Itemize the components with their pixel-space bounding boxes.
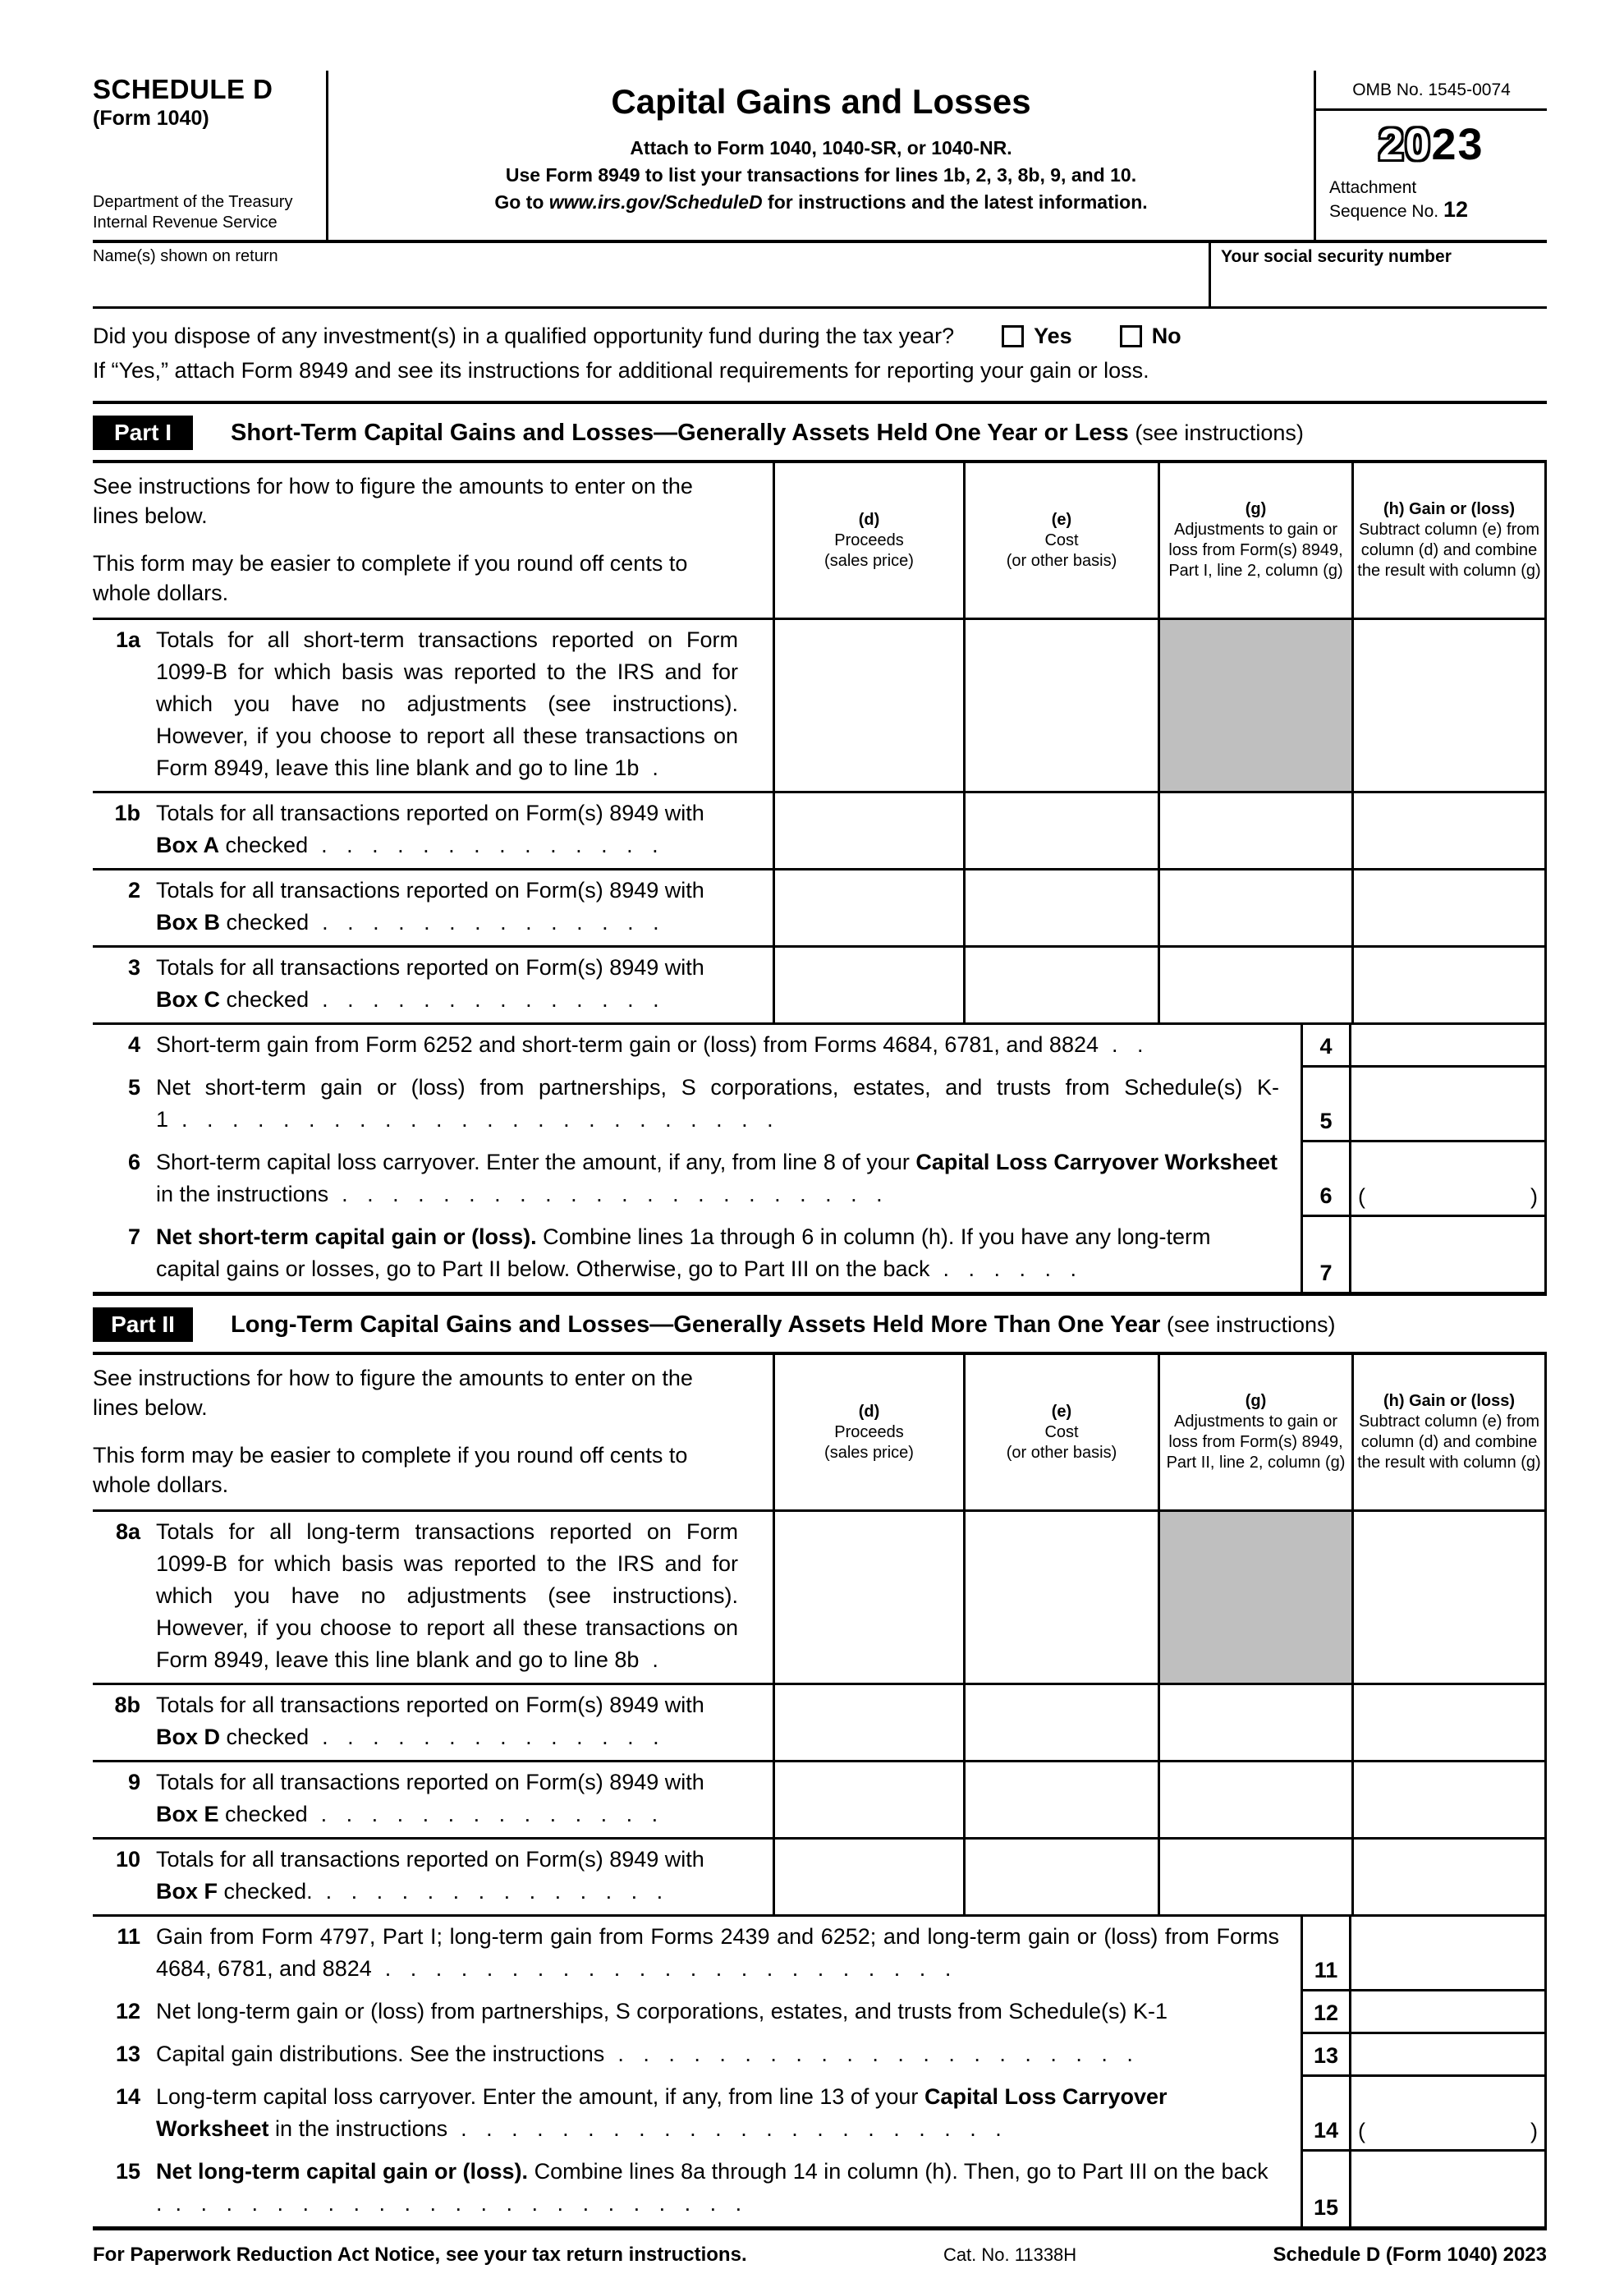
open-paren: (: [1358, 1184, 1365, 1209]
schedule-name: SCHEDULE D: [93, 74, 273, 104]
row-10: 10 Totals for all transactions reported on Form(s) 8949 with Box F checked. . . . . . . . . . . . . . .: [93, 1840, 1547, 1914]
name-field[interactable]: Name(s) shown on return: [93, 247, 278, 265]
qof-question-text: Did you dispose of any investment(s) in a qualified opportunity fund during the tax year?: [93, 324, 955, 348]
row-2: 2 Totals for all transactions reported on Form(s) 8949 with Box B checked . . . . . . . . . . . . . .: [93, 870, 1547, 948]
cell-8a-gain-loss[interactable]: [1351, 1512, 1547, 1683]
cell-9-gain-loss[interactable]: [1351, 1762, 1547, 1837]
part2-col-h-header: (h) Gain or (loss) Subtract column (e) from column (d) and combine the result with column (g): [1351, 1355, 1547, 1509]
form-id-block: [93, 71, 328, 240]
use-form-8949-instruction: Use Form 8949 to list your transactions for lines 1b, 2, 3, 8b, 9, and 10.: [505, 164, 1137, 186]
cell-9-adjustments[interactable]: [1158, 1762, 1351, 1837]
part1-column-headers: [93, 463, 1547, 620]
row-3: 3 Totals for all transactions reported on Form(s) 8949 with Box C checked . . . . . . . . . . . . . .: [93, 948, 1547, 1022]
cell-8a-proceeds[interactable]: [773, 1512, 963, 1683]
yes-label: Yes: [1034, 324, 1072, 348]
part2-summary-rows: [93, 1914, 1547, 2230]
cell-2-cost[interactable]: [963, 870, 1158, 945]
part1-intro: See instructions for how to figure the amounts to enter on the lines below. This form may be easier to complete if you round off cents to whole dollars.: [93, 474, 693, 605]
footer-form-id: Schedule D (Form 1040) 2023: [1273, 2244, 1547, 2266]
cell-3-gain-loss[interactable]: [1351, 948, 1547, 1022]
part1-header: [93, 416, 1547, 450]
part1-col-e-header: (e) Cost (or other basis): [963, 463, 1158, 618]
open-paren: (: [1358, 2119, 1365, 2143]
qof-question: [93, 309, 1547, 404]
cell-15-amount[interactable]: [1351, 2152, 1547, 2226]
part1-label: Part I: [93, 416, 193, 450]
cell-13-amount[interactable]: [1351, 2034, 1547, 2077]
cell-8b-gain-loss[interactable]: [1351, 1685, 1547, 1760]
part1-col-g-header: (g) Adjustments to gain or loss from Form(s) 8949, Part I, line 2, column (g): [1158, 463, 1351, 618]
cell-2-proceeds[interactable]: [773, 870, 963, 945]
part2-header: [93, 1307, 1547, 1342]
form-header: [93, 71, 1547, 243]
row-7: 7 Net short-term capital gain or (loss). Combine lines 1a through 6 in column (h). If you have any long-term capital gains or losses, go to Part II below. Otherwise, go to Part III on the back . . . . . . 7: [93, 1217, 1547, 1292]
attachment-sequence: Attachment Sequence No. 12: [1329, 178, 1468, 222]
part1-table: [93, 460, 1547, 1296]
cell-10-gain-loss[interactable]: [1351, 1840, 1547, 1914]
dept-line1: Department of the Treasury: [93, 193, 293, 211]
tax-year: 2023: [1379, 120, 1484, 169]
linebox-5: 5: [1301, 1068, 1351, 1142]
cell-12-amount[interactable]: [1351, 1991, 1547, 2034]
department-lines: [93, 192, 318, 233]
row-9: 9 Totals for all transactions reported on Form(s) 8949 with Box E checked . . . . . . . . . . . . . .: [93, 1762, 1547, 1840]
cell-3-cost[interactable]: [963, 948, 1158, 1022]
cell-1b-proceeds[interactable]: [773, 793, 963, 868]
page-footer: [93, 2230, 1547, 2267]
part2-intro: See instructions for how to figure the amounts to enter on the lines below. This form may be easier to complete if you round off cents to whole dollars.: [93, 1366, 693, 1497]
row-1a: 1a Totals for all short-term transactions reported on Form 1099-B for which basis was reported to the IRS and for which you have no adjustments (see instructions). However, if you choose to report all these transactions on Form 8949, leave this line blank and go to line 1b .: [93, 620, 1547, 793]
row-6: 6 Short-term capital loss carryover. Enter the amount, if any, from line 8 of your Capital Loss Carryover Worksheet in the instructions . . . . . . . . . . . . . . . . . . . . . . 6 ( ): [93, 1142, 1547, 1217]
cell-3-proceeds[interactable]: [773, 948, 963, 1022]
cell-14-amount-loss[interactable]: [1351, 2077, 1547, 2152]
cell-1a-proceeds[interactable]: [773, 620, 963, 791]
form-number: (Form 1040): [93, 107, 209, 130]
no-label: No: [1151, 324, 1181, 348]
cell-1a-cost[interactable]: [963, 620, 1158, 791]
row-12: 12 Net long-term gain or (loss) from partnerships, S corporations, estates, and trusts from Schedule(s) K-1 12: [93, 1991, 1547, 2034]
catalog-number: Cat. No. 11338H: [943, 2244, 1077, 2265]
yes-checkbox[interactable]: [1002, 325, 1024, 347]
row-15: 15 Net long-term capital gain or (loss). Combine lines 8a through 14 in column (h). Then, go to Part III on the back . . . . . . . . . . . . . . . . . . . . . . . . 15: [93, 2152, 1547, 2226]
irs-url: www.irs.gov/ScheduleD: [548, 191, 763, 213]
paperwork-notice: For Paperwork Reduction Act Notice, see your tax return instructions.: [93, 2244, 747, 2266]
form-title: Capital Gains and Losses: [611, 82, 1031, 121]
cell-10-cost[interactable]: [963, 1840, 1158, 1914]
part2-col-e-header: (e) Cost (or other basis): [963, 1355, 1158, 1509]
row-14: 14 Long-term capital loss carryover. Enter the amount, if any, from line 13 of your Capital Loss Carryover Worksheet in the instructions . . . . . . . . . . . . . . . . . . . . . . 14 ( ): [93, 2077, 1547, 2152]
part2-table: [93, 1352, 1547, 2230]
linebox-13: 13: [1301, 2034, 1351, 2077]
linebox-14: 14: [1301, 2077, 1351, 2152]
cell-10-adjustments[interactable]: [1158, 1840, 1351, 1914]
cell-9-cost[interactable]: [963, 1762, 1158, 1837]
cell-1b-cost[interactable]: [963, 793, 1158, 868]
row-13: 13 Capital gain distributions. See the instructions . . . . . . . . . . . . . . . . . . . . . 13: [93, 2034, 1547, 2077]
cell-7-amount[interactable]: [1351, 1217, 1547, 1292]
no-checkbox[interactable]: [1120, 325, 1142, 347]
sequence-number: 12: [1443, 197, 1468, 222]
cell-2-adjustments[interactable]: [1158, 870, 1351, 945]
ssn-field[interactable]: Your social security number: [1209, 243, 1547, 306]
part2-title: Long-Term Capital Gains and Losses—Generally Assets Held More Than One Year (see instructions): [231, 1311, 1336, 1338]
cell-1a-gain-loss[interactable]: [1351, 620, 1547, 791]
linebox-7: 7: [1301, 1217, 1351, 1292]
cell-11-amount[interactable]: [1351, 1917, 1547, 1991]
cell-8a-cost[interactable]: [963, 1512, 1158, 1683]
part2-column-headers: [93, 1355, 1547, 1512]
cell-8b-adjustments[interactable]: [1158, 1685, 1351, 1760]
linebox-4: 4: [1301, 1025, 1351, 1068]
linebox-12: 12: [1301, 1991, 1351, 2034]
part1-title: Short-Term Capital Gains and Losses—Generally Assets Held One Year or Less (see instructions): [231, 419, 1304, 446]
omb-year-block: [1314, 71, 1547, 240]
cell-8a-adjustments-shaded: [1158, 1512, 1351, 1683]
cell-6-amount-loss[interactable]: [1351, 1142, 1547, 1217]
cell-1b-adjustments[interactable]: [1158, 793, 1351, 868]
row-4: 4 Short-term gain from Form 6252 and short-term gain or (loss) from Forms 4684, 6781, and 8824 . . 4: [93, 1025, 1547, 1068]
close-paren: ): [1530, 1184, 1538, 1209]
row-1b: 1b Totals for all transactions reported on Form(s) 8949 with Box A checked . . . . . . . . . . . . . .: [93, 793, 1547, 870]
form-title-block: [328, 71, 1314, 240]
cell-9-proceeds[interactable]: [773, 1762, 963, 1837]
qof-question-note: If “Yes,” attach Form 8949 and see its instructions for additional requirements for reporting your gain or loss.: [93, 358, 1149, 383]
linebox-11: 11: [1301, 1917, 1351, 1991]
cell-8b-cost[interactable]: [963, 1685, 1158, 1760]
part2-label: Part II: [93, 1307, 193, 1342]
row-11: 11 Gain from Form 4797, Part I; long-term gain from Forms 2439 and 6252; and long-term gain or (loss) from Forms 4684, 6781, and 8824 . . . . . . . . . . . . . . . . . . . . . . . 11: [93, 1917, 1547, 1991]
goto-instruction: Go to www.irs.gov/ScheduleD for instructions and the latest information.: [494, 191, 1148, 213]
part1-col-h-header: (h) Gain or (loss) Subtract column (e) from column (d) and combine the result with column (g): [1351, 463, 1547, 618]
row-8b: 8b Totals for all transactions reported on Form(s) 8949 with Box D checked . . . . . . . . . . . . . .: [93, 1685, 1547, 1762]
cell-5-amount[interactable]: [1351, 1068, 1547, 1142]
row-5: 5 Net short-term gain or (loss) from partnerships, S corporations, estates, and trusts from Schedule(s) K-1 . . . . . . . . . . . . . . . . . . . . . . . . 5: [93, 1068, 1547, 1142]
part1-col-d-header: (d) Proceeds (sales price): [773, 463, 963, 618]
part1-summary-rows: [93, 1022, 1547, 1296]
part2-col-g-header: (g) Adjustments to gain or loss from Form(s) 8949, Part II, line 2, column (g): [1158, 1355, 1351, 1509]
cell-2-gain-loss[interactable]: [1351, 870, 1547, 945]
omb-number: OMB No. 1545-0074: [1316, 71, 1547, 111]
name-ssn-row: [93, 243, 1547, 309]
row-8a: 8a Totals for all long-term transactions reported on Form 1099-B for which basis was reported to the IRS and for which you have no adjustments (see instructions). However, if you choose to report all these transactions on Form 8949, leave this line blank and go to line 8b .: [93, 1512, 1547, 1685]
cell-4-amount[interactable]: [1351, 1025, 1547, 1068]
part2-col-d-header: (d) Proceeds (sales price): [773, 1355, 963, 1509]
cell-1b-gain-loss[interactable]: [1351, 793, 1547, 868]
attach-instruction: Attach to Form 1040, 1040-SR, or 1040-NR.: [630, 137, 1012, 158]
linebox-6: 6: [1301, 1142, 1351, 1217]
dept-line2: Internal Revenue Service: [93, 214, 278, 232]
cell-8b-proceeds[interactable]: [773, 1685, 963, 1760]
close-paren: ): [1530, 2119, 1538, 2143]
cell-3-adjustments[interactable]: [1158, 948, 1351, 1022]
linebox-15: 15: [1301, 2152, 1351, 2226]
cell-1a-adjustments-shaded: [1158, 620, 1351, 791]
cell-10-proceeds[interactable]: [773, 1840, 963, 1914]
